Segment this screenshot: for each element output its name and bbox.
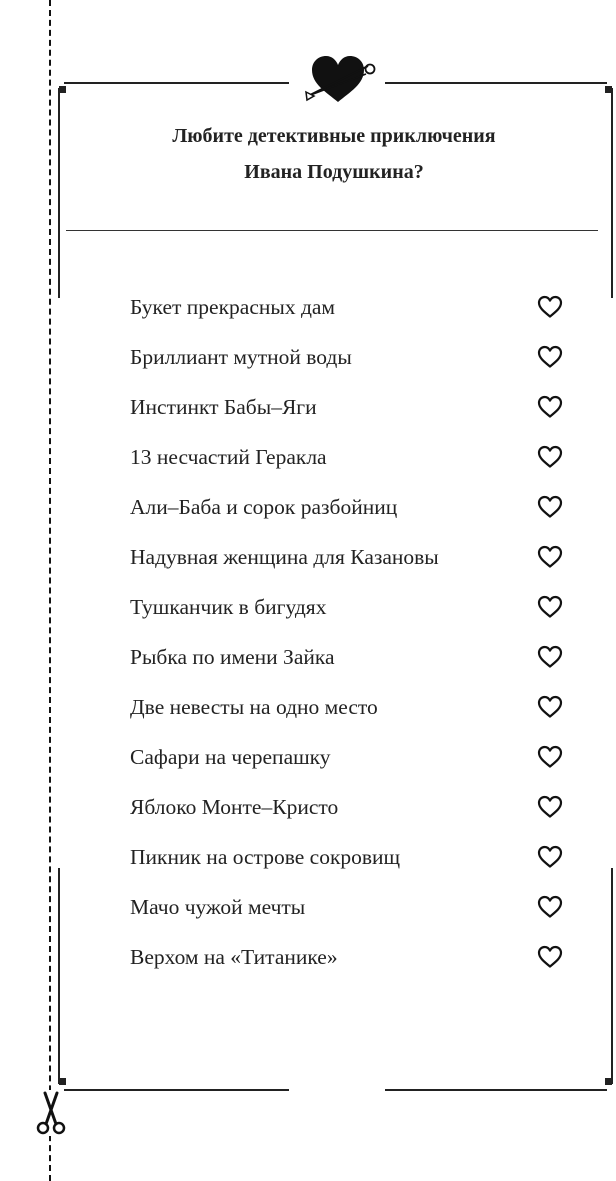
- book-title: Сафари на черепашку: [130, 745, 331, 769]
- heart-safety-pin-icon: [304, 52, 376, 108]
- list-item: [0, 834, 616, 884]
- book-title: Бриллиант мутной воды: [130, 345, 352, 369]
- list-item: [0, 934, 616, 984]
- title-line-2: Ивана Подушкина?: [244, 161, 424, 183]
- heart-outline-icon[interactable]: [537, 495, 563, 519]
- frame-corner-bottom-right: [605, 1078, 612, 1085]
- list-item: [0, 534, 616, 584]
- frame-corner-top-right: [605, 86, 612, 93]
- frame-bottom-left: [64, 1089, 289, 1091]
- book-list: [0, 284, 616, 984]
- list-item: [0, 684, 616, 734]
- book-title: Две невесты на одно место: [130, 695, 378, 719]
- heart-outline-icon[interactable]: [537, 645, 563, 669]
- list-item: [0, 484, 616, 534]
- heart-outline-icon[interactable]: [537, 795, 563, 819]
- heart-outline-icon[interactable]: [537, 445, 563, 469]
- list-item: [0, 434, 616, 484]
- scissors-icon: [33, 1090, 69, 1136]
- frame-bottom-right: [385, 1089, 607, 1091]
- heart-outline-icon[interactable]: [537, 845, 563, 869]
- frame-corner-top-left: [59, 86, 66, 93]
- list-item: [0, 284, 616, 334]
- book-title: Яблоко Монте–Кристо: [130, 795, 339, 819]
- book-title: Мачо чужой мечты: [130, 895, 306, 919]
- heart-outline-icon[interactable]: [537, 295, 563, 319]
- page-title: [70, 118, 598, 190]
- frame-top-right: [385, 82, 607, 84]
- heart-outline-icon[interactable]: [537, 895, 563, 919]
- book-title: Рыбка по имени Зайка: [130, 645, 335, 669]
- book-title: Надувная женщина для Казановы: [130, 545, 439, 569]
- list-item: [0, 884, 616, 934]
- heart-outline-icon[interactable]: [537, 595, 563, 619]
- title-line-1: Любите детективные приключения: [172, 125, 496, 147]
- heart-outline-icon[interactable]: [537, 695, 563, 719]
- title-divider: [66, 230, 598, 231]
- list-item: [0, 334, 616, 384]
- list-item: [0, 384, 616, 434]
- list-item: [0, 634, 616, 684]
- book-title: Верхом на «Титанике»: [130, 945, 338, 969]
- list-item: [0, 734, 616, 784]
- book-title: Букет прекрасных дам: [130, 295, 336, 319]
- list-item: [0, 784, 616, 834]
- book-title: Тушканчик в бигудях: [130, 595, 327, 619]
- frame-right-upper: [611, 88, 613, 298]
- frame-corner-bottom-left: [59, 1078, 66, 1085]
- book-title: Али–Баба и сорок разбойниц: [130, 495, 398, 519]
- book-title: 13 несчастий Геракла: [130, 445, 327, 469]
- heart-outline-icon[interactable]: [537, 545, 563, 569]
- frame-top-left: [64, 82, 289, 84]
- heart-outline-icon[interactable]: [537, 945, 563, 969]
- frame-left-upper: [58, 88, 60, 298]
- list-item: [0, 584, 616, 634]
- book-title: Пикник на острове сокровищ: [130, 845, 401, 869]
- heart-outline-icon[interactable]: [537, 395, 563, 419]
- heart-outline-icon[interactable]: [537, 345, 563, 369]
- heart-outline-icon[interactable]: [537, 745, 563, 769]
- book-title: Инстинкт Бабы–Яги: [130, 395, 317, 419]
